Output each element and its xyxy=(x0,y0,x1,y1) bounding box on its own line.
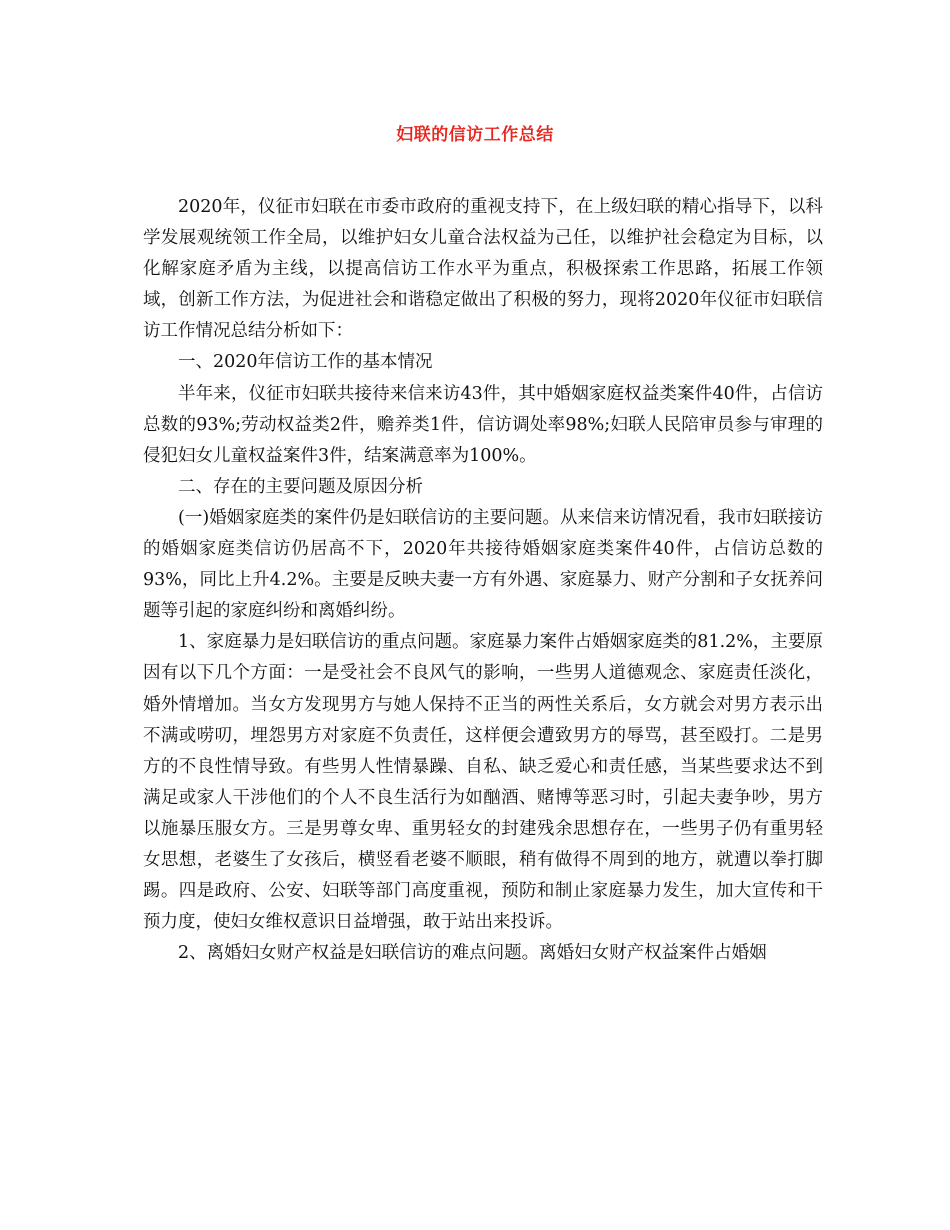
document-body xyxy=(143,192,823,969)
heading-section-1: 一、2020年信访工作的基本情况 xyxy=(178,352,433,373)
heading-section-2: 二、存在的主要问题及原因分析 xyxy=(178,476,423,497)
paragraph-basic-situation: 半年来，仪征市妇联共接待来信来访43件，其中婚姻家庭权益类案件40件，占信访总数的93%;劳动权益类2件，赡养类1件，信访调处率98%;妇联人民陪审员参与审理的侵犯妇女儿童权益案件3件，结案满意率为100%。 xyxy=(143,383,823,466)
paragraph-problem-1: (一)婚姻家庭类的案件仍是妇联信访的主要问题。从来信来访情况看，我市妇联接访的婚姻家庭类信访仍居高不下，2020年共接待婚姻家庭类案件40件，占信访总数的93%，同比上升4.2%。主要是反映夫妻一方有外遇、家庭暴力、财产分割和子女抚养问题等引起的家庭纠纷和离婚纠纷。 xyxy=(143,507,823,622)
paragraph-intro: 2020年，仪征市妇联在市委市政府的重视支持下，在上级妇联的精心指导下，以科学发展观统领工作全局，以维护妇女儿童合法权益为己任，以维护社会稳定为目标，以化解家庭矛盾为主线，以提高信访工作水平为重点，积极探索工作思路，拓展工作领域，创新工作方法，为促进社会和谐稳定做出了积极的努力，现将2020年仪征市妇联信访工作情况总结分析如下： xyxy=(143,197,823,342)
paragraph-domestic-violence: 1、家庭暴力是妇联信访的重点问题。家庭暴力案件占婚姻家庭类的81.2%，主要原因有以下几个方面：一是受社会不良风气的影响，一些男人道德观念、家庭责任淡化，婚外情增加。当女方发现男方与她人保持不正当的两性关系后，女方就会对男方表示出不满或唠叨，埋怨男方对家庭不负责任，这样便会遭致男方的辱骂，甚至殴打。二是男方的不良性情导致。有些男人性情暴躁、自私、缺乏爱心和责任感，当某些要求达不到满足或家人干涉他们的个人不良生活行为如酗酒、赌博等恶习时，引起夫妻争吵，男方以施暴压服女方。三是男尊女卑、重男轻女的封建残余思想存在，一些男子仍有重男轻女思想，老婆生了女孩后，横竖看老婆不顺眼，稍有做得不周到的地方，就遭以拳打脚踢。四是政府、公安、妇联等部门高度重视，预防和制止家庭暴力发生，加大宣传和干预力度，使妇女维权意识日益增强，敢于站出来投诉。 xyxy=(143,632,823,933)
document-title: 妇联的信访工作总结 xyxy=(396,125,554,145)
paragraph-property-rights: 2、离婚妇女财产权益是妇联信访的难点问题。离婚妇女财产权益案件占婚姻 xyxy=(178,943,767,964)
